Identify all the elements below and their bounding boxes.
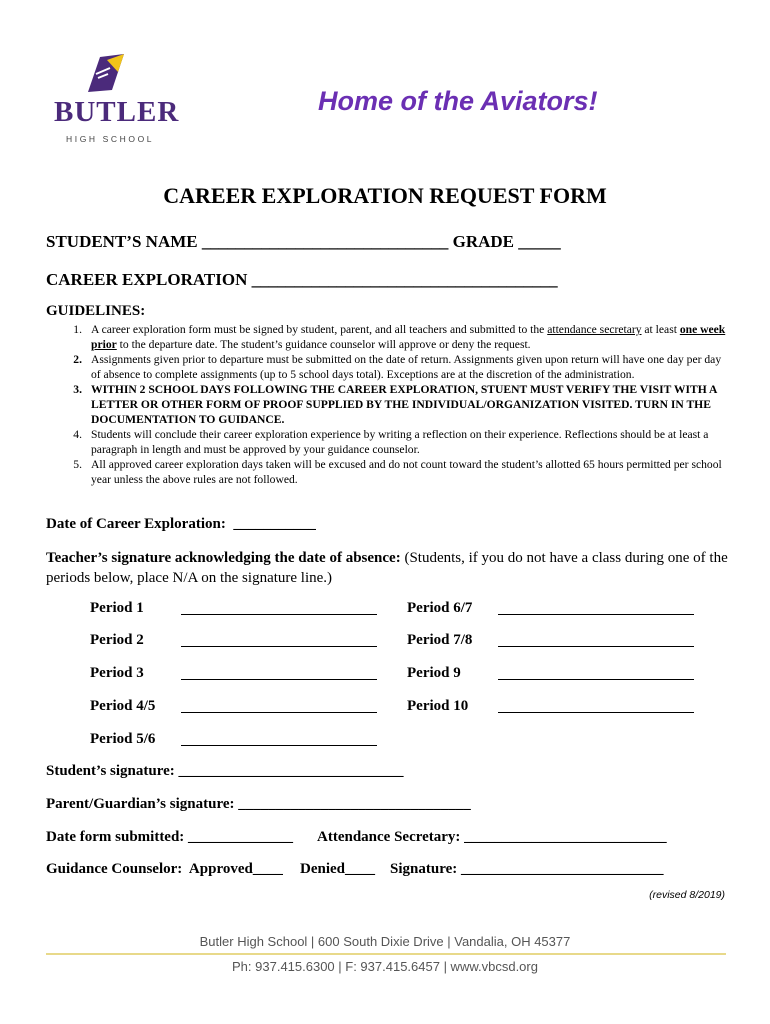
attendance-secretary-field[interactable]: Attendance Secretary: ___________________________	[317, 829, 667, 845]
guideline-text: All approved career exploration days taken will be excused and do not count toward the student’s allotted 65 hours permitted per school year unless the above rules are not followed.	[91, 458, 722, 486]
guideline-item	[46, 382, 726, 427]
guideline-item	[46, 457, 726, 487]
logo-wordmark: BUTLER	[54, 96, 180, 128]
teacher-signature-heading: Teacher’s signature acknowledging the date of absence:	[46, 550, 401, 566]
guideline-text: Assignments given prior to departure must be submitted on the date of return. Assignments given upon return will have one day per day of absence to complete assignments (up to 5 school days total). Exceptions are at the discretion of the administration.	[91, 353, 722, 381]
guidance-counselor-approved-field[interactable]: Guidance Counselor: Approved____	[46, 861, 283, 877]
parent-signature-field[interactable]: Parent/Guardian’s signature: _______________________________	[46, 796, 471, 812]
period-10-signature-line[interactable]	[498, 712, 694, 713]
period-2-label: Period 2	[90, 632, 144, 648]
guideline-text: Students will conclude their career exploration experience by writing a reflection on their experience. Reflections should be at least a paragraph in length and must be approved by your guidance counselor.	[91, 428, 709, 456]
period-2-signature-line[interactable]	[181, 646, 377, 647]
period-7-8-label: Period 7/8	[407, 632, 473, 648]
logo-subtext: HIGH SCHOOL	[66, 134, 155, 144]
period-6-7-label: Period 6/7	[407, 600, 473, 616]
student-name-grade-line: STUDENT’S NAME _____________________________ GRADE _____	[46, 232, 561, 251]
period-9-label: Period 9	[407, 665, 461, 681]
counselor-signature-field[interactable]: Signature: ___________________________	[390, 861, 664, 877]
guideline-number: 2.	[73, 353, 82, 366]
period-5-6-signature-line[interactable]	[181, 745, 377, 746]
period-4-5-label: Period 4/5	[90, 698, 156, 714]
guideline-item	[46, 352, 726, 382]
teacher-signature-instructions	[46, 548, 736, 588]
guideline-number: 5.	[73, 458, 82, 471]
period-7-8-signature-line[interactable]	[498, 646, 694, 647]
period-9-signature-line[interactable]	[498, 679, 694, 680]
guideline-text: WITHIN 2 SCHOOL DAYS FOLLOWING THE CAREER EXPLORATION, STUENT MUST VERIFY THE VISIT WITH A LETTER OR OTHER FORM OF PROOF SUPPLIED BY THE INDIVIDUAL/ORGANIZATION VISITED. TURN IN THE DOCUMENTATION TO GUIDANCE.	[91, 383, 717, 426]
guidelines-list	[46, 322, 726, 487]
period-1-label: Period 1	[90, 600, 144, 616]
guidelines-heading: GUIDELINES:	[46, 303, 146, 319]
guideline-item	[46, 322, 726, 352]
guideline-text: to the departure date. The student’s guidance counselor will approve or deny the request.	[116, 338, 531, 351]
footer-contact: Ph: 937.415.6300 | F: 937.415.6457 | www.vbcsd.org	[232, 959, 538, 974]
slogan: Home of the Aviators!	[318, 86, 598, 116]
denied-field[interactable]: Denied____	[300, 861, 375, 877]
date-of-exploration-field[interactable]: Date of Career Exploration: ___________	[46, 516, 316, 532]
guideline-underlined-text: attendance secretary	[547, 323, 642, 336]
period-4-5-signature-line[interactable]	[181, 712, 377, 713]
revision-note: (revised 8/2019)	[649, 889, 725, 901]
guideline-text: at least	[641, 323, 680, 336]
guideline-number: 3.	[73, 383, 82, 396]
period-3-label: Period 3	[90, 665, 144, 681]
date-submitted-field[interactable]: Date form submitted: ______________	[46, 829, 294, 845]
period-6-7-signature-line[interactable]	[498, 614, 694, 615]
footer-address: Butler High School | 600 South Dixie Drive | Vandalia, OH 45377	[199, 934, 571, 949]
guideline-number: 4.	[73, 428, 82, 441]
guideline-number: 1.	[73, 323, 82, 336]
guideline-emphasis-text: one week prior	[91, 323, 726, 351]
period-5-6-label: Period 5/6	[90, 731, 156, 747]
period-1-signature-line[interactable]	[181, 614, 377, 615]
footer-divider	[46, 953, 726, 955]
period-10-label: Period 10	[407, 698, 469, 714]
period-3-signature-line[interactable]	[181, 679, 377, 680]
guideline-text: A career exploration form must be signed by student, parent, and all teachers and submitted to the	[91, 323, 548, 336]
student-signature-field[interactable]: Student’s signature: ______________________________	[46, 763, 404, 779]
form-title: CAREER EXPLORATION REQUEST FORM	[163, 183, 607, 208]
career-exploration-line: CAREER EXPLORATION ____________________________________	[46, 270, 558, 289]
guideline-item	[46, 427, 726, 457]
teacher-signature-note: (Students, if you do not have a class during one of the periods below, place N/A on the signature line.)	[46, 550, 728, 586]
